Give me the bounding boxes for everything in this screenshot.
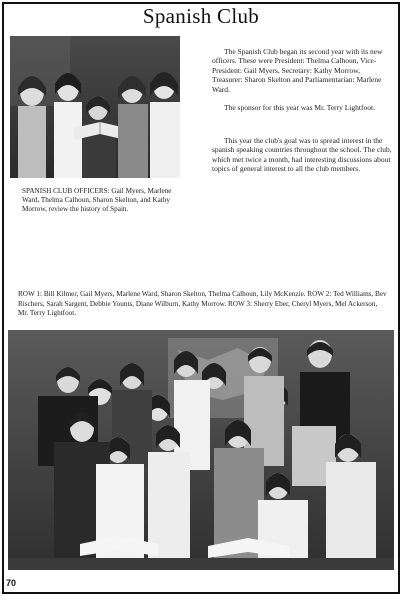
- officers-photo: [10, 36, 180, 178]
- officers-caption-lead: SPANISH CLUB OFFICERS:: [22, 187, 110, 195]
- officers-caption: [22, 187, 172, 215]
- paragraph-sponsor: The sponsor for this year was Mr. Terry Lightfoot.: [224, 103, 375, 112]
- paragraph-officers: The Spanish Club began its second year with its new officers. These were President: Thelma Calhoun, Vice-President: Gail Myers, Secretary: Kathy Morrow, Treasurer: Sharon Skelton and Parliamentarian: Marlene Ward.: [212, 47, 383, 94]
- officers-caption-text: Gail Myers, Marlene Ward, Thelma Calhoun, Sharon Skelton, and Kathy Morrow, review the history of Spain.: [22, 187, 172, 214]
- group-photo: [8, 330, 394, 570]
- paragraph-goal: This year the club's goal was to spread interest in the spanish speaking countries throughout the school. The club, which met twice a month, had interesting discussions about topics of general interest to all the club members.: [212, 136, 392, 174]
- group-caption: ROW 1: Bill Kilmer, Gail Myers, Marlene Ward, Sharon Skelton, Thelma Calhoun, Lily McKenzie. ROW 2: Ted Williams, Bev Rischers, Sarah Sargent, Debbie Younts, Diane Wilburn, Kathy Morrow. ROW 3: Sherry Eber, Cheryl Myers, Mel Ackerson, Mr. Terry Lightfoot.: [18, 290, 387, 318]
- page-title: Spanish Club: [142, 4, 260, 28]
- page-number: 70: [6, 578, 17, 588]
